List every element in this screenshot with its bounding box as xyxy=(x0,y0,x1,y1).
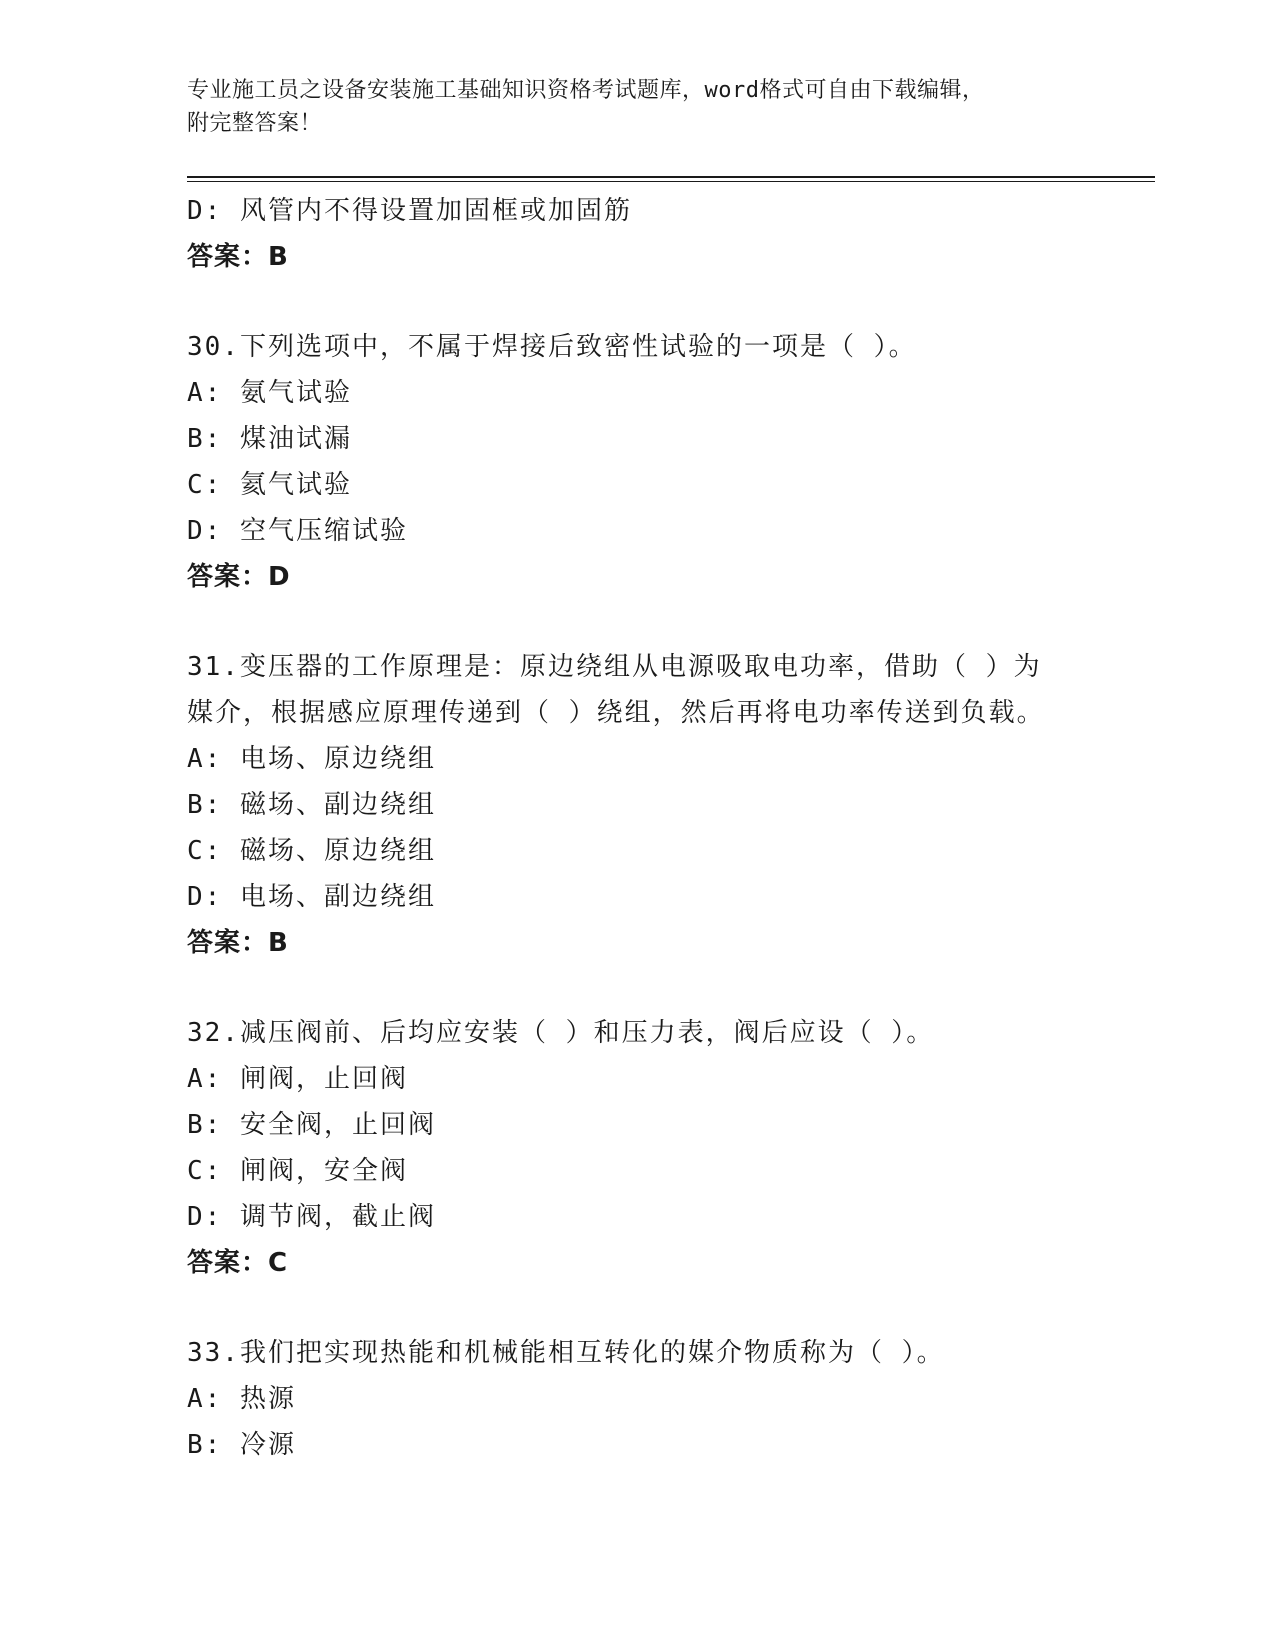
question-29-tail xyxy=(187,188,1087,280)
answer: 答案：B xyxy=(187,242,289,272)
option-d: D: 调节阀，截止阀 xyxy=(187,1202,436,1232)
option-c: C: 氦气试验 xyxy=(187,470,352,500)
option-a: A: 氨气试验 xyxy=(187,378,352,408)
option-a: A: 热源 xyxy=(187,1384,296,1414)
question-stem-line-2: 媒介，根据感应原理传递到（ ）绕组，然后再将电功率传送到负载。 xyxy=(187,698,1045,728)
option-a: A: 闸阀，止回阀 xyxy=(187,1064,408,1094)
option-b: B: 煤油试漏 xyxy=(187,424,352,454)
answer: 答案：C xyxy=(187,1248,289,1278)
answer: 答案：B xyxy=(187,928,289,958)
question-33 xyxy=(187,1330,1087,1468)
option-d: D: 空气压缩试验 xyxy=(187,516,408,546)
option-c: C: 磁场、原边绕组 xyxy=(187,836,436,866)
option-b: B: 安全阀，止回阀 xyxy=(187,1110,436,1140)
header-line-2: 附完整答案！ xyxy=(187,111,323,136)
question-stem: 33.我们把实现热能和机械能相互转化的媒介物质称为（ ）。 xyxy=(187,1338,945,1368)
header-divider-thick xyxy=(187,176,1155,178)
question-stem-line-1: 31.变压器的工作原理是：原边绕组从电源吸取电功率，借助（ ）为 xyxy=(187,652,1042,682)
question-32 xyxy=(187,1010,1087,1286)
header-line-1: 专业施工员之设备安装施工基础知识资格考试题库，word格式可自由下载编辑， xyxy=(187,78,985,103)
option-a: A: 电场、原边绕组 xyxy=(187,744,436,774)
question-stem: 30.下列选项中，不属于焊接后致密性试验的一项是（ ）。 xyxy=(187,332,917,362)
option-c: C: 闸阀，安全阀 xyxy=(187,1156,408,1186)
answer: 答案：D xyxy=(187,562,291,592)
question-31 xyxy=(187,644,1087,966)
question-list xyxy=(187,188,1087,1468)
option-b: B: 冷源 xyxy=(187,1430,296,1460)
question-30 xyxy=(187,324,1087,600)
question-stem: 32.减压阀前、后均应安装（ ）和压力表，阀后应设（ ）。 xyxy=(187,1018,935,1048)
option-b: B: 磁场、副边绕组 xyxy=(187,790,436,820)
option-d: D: 风管内不得设置加固框或加固筋 xyxy=(187,196,632,226)
document-header xyxy=(187,74,1067,140)
header-divider-thin xyxy=(187,181,1155,182)
option-d: D: 电场、副边绕组 xyxy=(187,882,436,912)
